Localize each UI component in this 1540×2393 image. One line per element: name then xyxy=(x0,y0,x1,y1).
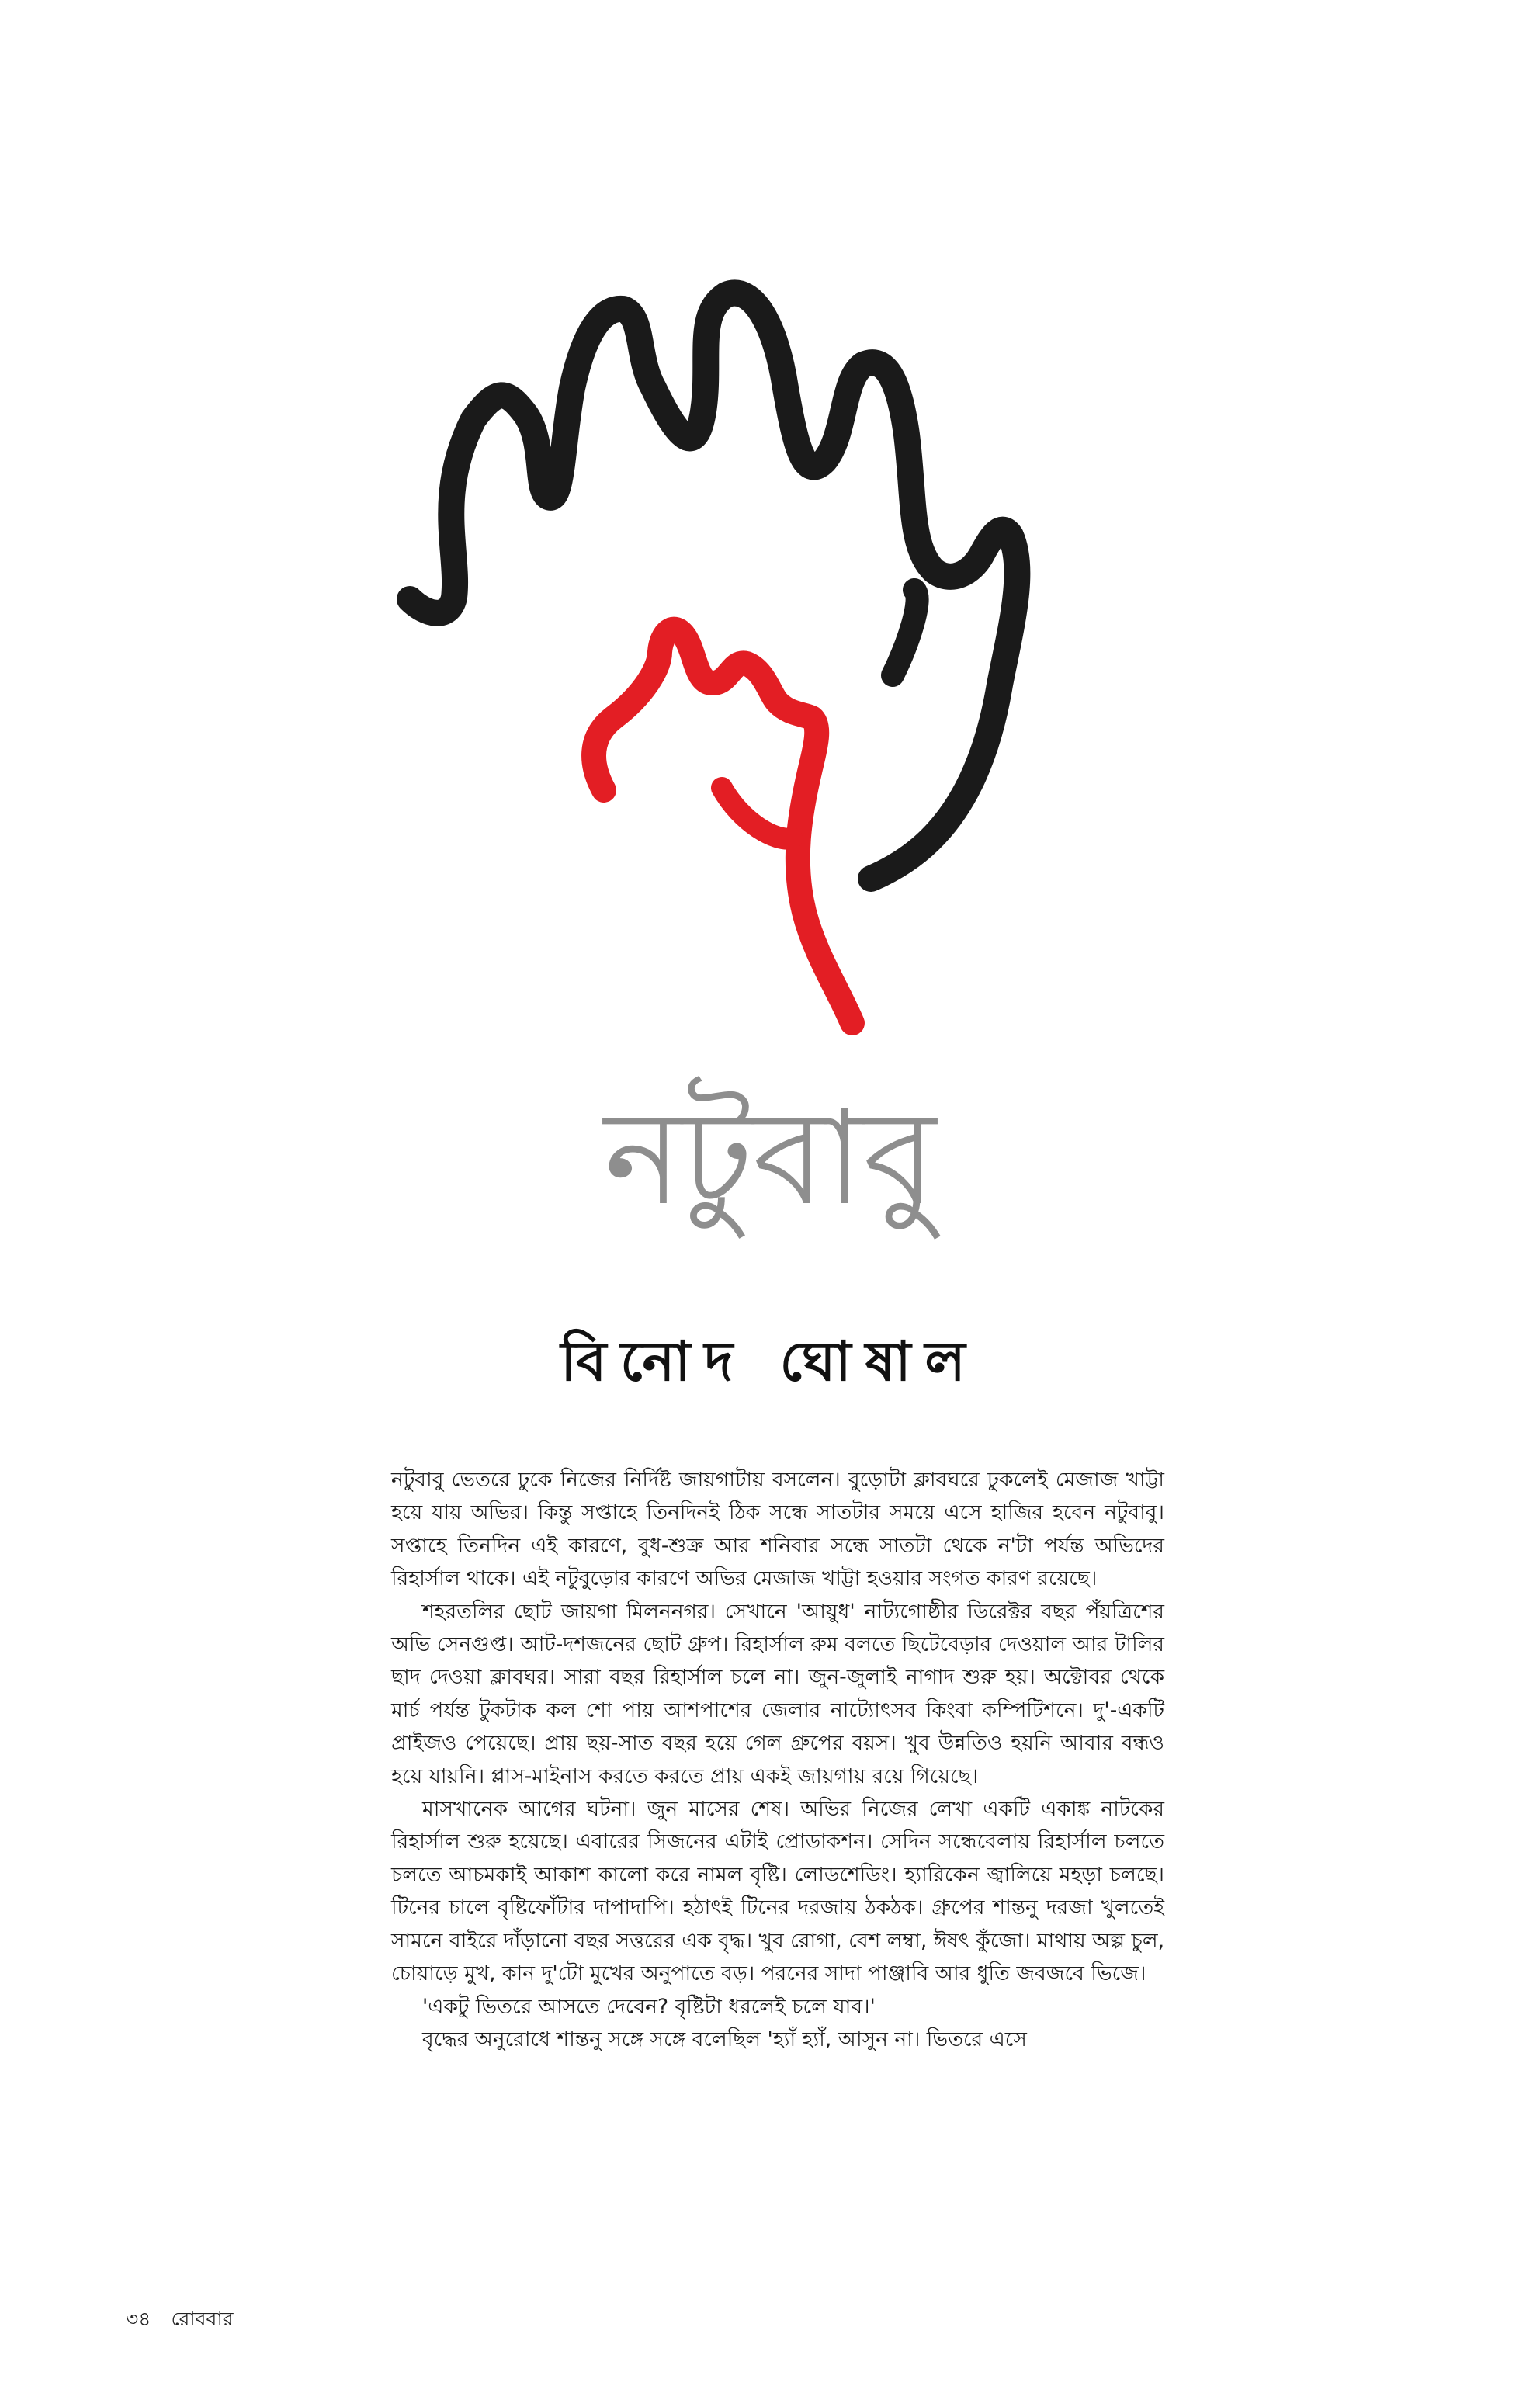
story-title: নটুবাবু xyxy=(604,1082,936,1234)
paragraph: শহরতলির ছোট জায়গা মিলননগর। সেখানে 'আয়ুধ' নাট্যগোষ্ঠীর ডিরেক্টর বছর পঁয়ত্রিশের অভি সেনগুপ্ত। আট-দশজনের ছোট গ্রুপ। রিহার্সাল রুম বলতে ছিটেবেড়ার দেওয়াল আর টালির ছাদ দেওয়া ক্লাবঘর। সারা বছর রিহার্সাল চলে না। জুন-জুলাই নাগাদ শুরু হয়। অক্টোবর থেকে মার্চ পর্যন্ত টুকটাক কল শো পায় আশপাশের জেলার নাট্যোৎসব কিংবা কম্পিটিশনে। দু'-একটি প্রাইজও পেয়েছে। প্রায় ছয়-সাত বছর হয়ে গেল গ্রুপের বয়স। খুব উন্নতিও হয়নি আবার বন্ধও হয়ে যায়নি। প্লাস-মাইনাস করতে করতে প্রায় একই জায়গায় রয়ে গিয়েছে। xyxy=(391,1599,1164,1788)
magazine-name: রোববার xyxy=(171,2308,234,2330)
author-name: বিনোদ ঘোষাল xyxy=(560,1330,980,1393)
calligraphic-flame-illustration xyxy=(0,0,1540,1087)
article-body xyxy=(391,1464,1164,2056)
page-number: ৩৪ xyxy=(126,2308,151,2330)
paragraph: মাসখানেক আগের ঘটনা। জুন মাসের শেষ। অভির নিজের লেখা একটি একাঙ্ক নাটকের রিহার্সাল শুরু হয়েছে। এবারের সিজনের এটাই প্রোডাকশন। সেদিন সন্ধেবেলায় রিহার্সাল চলতে চলতে আচমকাই আকাশ কালো করে নামল বৃষ্টি। লোডশেডিং। হ্যারিকেন জ্বালিয়ে মহড়া চলছে। টিনের চালে বৃষ্টিফোঁটার দাপাদাপি। হঠাৎই টিনের দরজায় ঠকঠক। গ্রুপের শান্তনু দরজা খুলতেই সামনে বাইরে দাঁড়ানো বছর সত্তরের এক বৃদ্ধ। খুব রোগা, বেশ লম্বা, ঈষৎ কুঁজো। মাথায় অল্প চুল, চোয়াড়ে মুখ, কান দু'টো মুখের অনুপাতে বড়। পরনের সাদা পাঞ্জাবি আর ধুতি জবজবে ভিজে। xyxy=(391,1797,1164,1986)
paragraph: নটুবাবু ভেতরে ঢুকে নিজের নির্দিষ্ট জায়গাটায় বসলেন। বুড়োটা ক্লাবঘরে ঢুকলেই মেজাজ খাট্টা হয়ে যায় অভির। কিন্তু সপ্তাহে তিনদিনই ঠিক সন্ধে সাতটার সময়ে এসে হাজির হবেন নটুবাবু। সপ্তাহে তিনদিন এই কারণে, বুধ-শুক্র আর শনিবার সন্ধে সাতটা থেকে ন'টা পর্যন্ত অভিদের রিহার্সাল থাকে। এই নটুবুড়োর কারণে অভির মেজাজ খাট্টা হওয়ার সংগত কারণ রয়েছে। xyxy=(391,1468,1164,1591)
red-flame-stroke xyxy=(594,629,852,1023)
black-flame-hook xyxy=(893,590,917,675)
red-flame-tail xyxy=(722,788,792,839)
page-footer xyxy=(126,2304,253,2337)
paragraph: বৃদ্ধের অনুরোধে শান্তনু সঙ্গে সঙ্গে বলেছিল 'হ্যাঁ হ্যাঁ, আসুন না। ভিতরে এসে xyxy=(422,2027,1027,2051)
paragraph: 'একটু ভিতরে আসতে দেবেন? বৃষ্টিটা ধরলেই চলে যাব।' xyxy=(422,1994,876,2019)
